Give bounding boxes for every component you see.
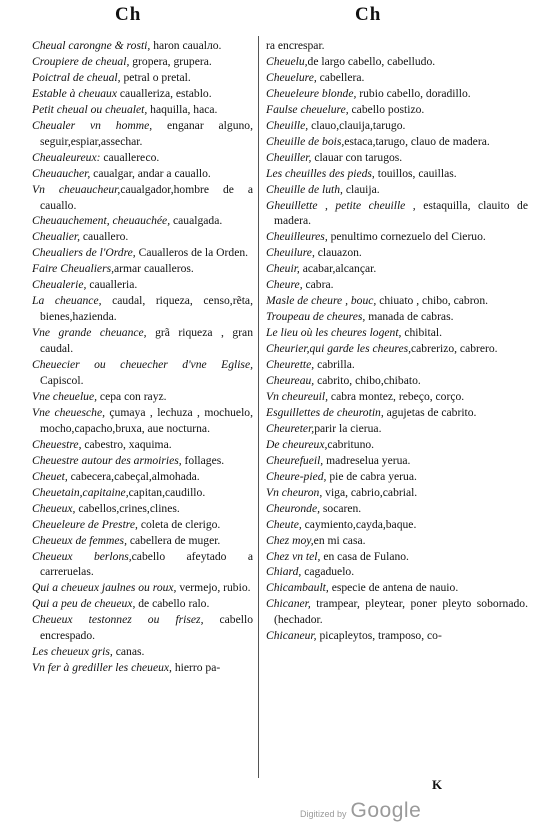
entry-definition: haron caualло.	[150, 39, 222, 52]
dictionary-entry	[32, 389, 253, 405]
entry-headword: Vne grande cheuance,	[32, 326, 147, 340]
dictionary-entry	[32, 86, 253, 102]
entry-definition: cabra montez, rebeço, corço.	[328, 389, 465, 403]
dictionary-entry	[266, 357, 528, 373]
entry-headword: Cheuille,	[266, 118, 309, 132]
entry-headword: Cheuestre,	[32, 437, 82, 451]
entry-definition: clauo,clauija,tarugo.	[308, 118, 406, 132]
entry-headword: Vn cheuaucheur,	[32, 182, 121, 196]
dictionary-entry	[266, 628, 528, 644]
digitized-watermark	[300, 799, 421, 823]
entry-definition: en casa de Fulano.	[320, 549, 409, 563]
entry-headword: Cheualer vn homme,	[32, 118, 153, 132]
dictionary-entry	[266, 421, 528, 437]
entry-definition: pie de cabra yerua.	[326, 469, 417, 483]
entry-headword: Cheueleure de Prestre,	[32, 517, 138, 531]
dictionary-entry	[32, 261, 253, 277]
entry-headword: Cheuecier ou cheuecher d'vne Eglise,	[32, 358, 253, 372]
entry-headword: Cheuetain,capitaine,	[32, 485, 129, 499]
dictionary-entry	[266, 325, 528, 341]
entry-headword: Les cheuilles des pieds,	[266, 166, 375, 180]
entry-headword: Esguillettes de cheurotin,	[266, 405, 384, 419]
dictionary-entry	[266, 198, 528, 230]
dictionary-entry	[266, 118, 528, 134]
entry-definition: ra encrespar.	[266, 39, 325, 52]
entry-definition: caualleriza, establo.	[117, 86, 212, 100]
dictionary-entry	[32, 325, 253, 357]
dictionary-entry	[32, 166, 253, 182]
entry-definition: madreselua yerua.	[323, 453, 411, 467]
entry-headword: Cheuiller,	[266, 150, 312, 164]
entry-headword: Cheuille de luth,	[266, 182, 343, 196]
dictionary-entry	[266, 293, 528, 309]
dictionary-entry	[32, 405, 253, 437]
running-head-right: Ch	[355, 4, 382, 25]
dictionary-entry	[32, 644, 253, 660]
entry-definition: en mi casa.	[313, 533, 366, 547]
dictionary-entry	[32, 54, 253, 70]
dictionary-entry	[266, 533, 528, 549]
dictionary-entry	[266, 389, 528, 405]
entry-headword: Poictral de cheual,	[32, 70, 121, 84]
entry-definition: clauazon.	[314, 246, 362, 260]
entry-definition: rubio cabello, doradillo.	[356, 86, 471, 100]
watermark-prefix: Digitized by	[300, 809, 347, 819]
entry-headword: Cheuilleures,	[266, 230, 328, 244]
entry-definition: viga, cabrio,cabrial.	[322, 485, 418, 499]
entry-headword: Cheueleure blonde,	[266, 86, 357, 100]
entry-headword: Cheuelure,	[266, 70, 317, 84]
entry-definition: cabellos,crines,clines.	[75, 501, 180, 515]
dictionary-entry	[266, 134, 528, 150]
entry-definition: cabrituno.	[327, 437, 375, 451]
entry-definition: caualgador,hombre de a cauallo.	[40, 182, 253, 212]
dictionary-entry	[266, 166, 528, 182]
dictionary-entry	[32, 437, 253, 453]
dictionary-entry	[266, 596, 528, 628]
entry-definition: parir la cierua.	[314, 421, 382, 435]
entry-definition: capitan,caudillo.	[128, 485, 206, 499]
dictionary-entry	[266, 453, 528, 469]
entry-headword: Cheual carongne & rosti,	[32, 39, 151, 52]
dictionary-entry	[32, 229, 253, 245]
entry-definition: caualleria.	[86, 278, 138, 292]
dictionary-entry	[32, 357, 253, 389]
entry-definition: cabra.	[302, 278, 334, 292]
dictionary-entry	[266, 261, 528, 277]
dictionary-entry	[266, 341, 528, 357]
entry-headword: Vne cheuelue,	[32, 389, 98, 403]
entry-headword: Vn cheuron,	[266, 485, 323, 499]
entry-headword: Le lieu où les cheures logent,	[266, 326, 402, 340]
entry-headword: Cheurier,qui garde les cheures,	[266, 342, 412, 356]
entry-headword: Cheualerie,	[32, 278, 87, 292]
entry-definition: caudal, riqueza, censo,rẽta, bienes,hazienda.	[40, 294, 253, 324]
entry-definition: cabecera,cabeçal,almohada.	[67, 469, 200, 483]
entry-definition: cabrerizo, cabrero.	[411, 342, 498, 356]
entry-definition: agujetas de cabrito.	[383, 405, 477, 419]
entry-definition: grã riqueza , gran caudal.	[40, 326, 253, 356]
entry-definition: cabellera de muger.	[126, 533, 221, 547]
dictionary-entry	[266, 373, 528, 389]
dictionary-entry	[32, 102, 253, 118]
entry-headword: Vne cheuesche,	[32, 405, 105, 419]
entry-headword: Chez vn tel,	[266, 549, 321, 563]
entry-headword: La cheuance,	[32, 294, 102, 308]
entry-headword: Cheueux,	[32, 501, 76, 515]
entry-headword: Masle de cheure , bouc,	[266, 294, 377, 308]
entry-definition: socaren.	[320, 501, 362, 515]
entry-definition: caualgar, andar a cauallo.	[90, 166, 211, 180]
right-column	[266, 38, 528, 644]
dictionary-entry	[266, 38, 528, 54]
entry-headword: De cheureux,	[266, 437, 328, 451]
dictionary-entry	[266, 150, 528, 166]
dictionary-entry	[266, 564, 528, 580]
signature-mark: K	[432, 777, 443, 792]
entry-definition: cabrilla.	[314, 358, 355, 372]
entry-definition: hierro pa-	[171, 661, 221, 675]
dictionary-entry	[32, 660, 253, 676]
entry-definition: especie de antena de nauio.	[328, 581, 459, 595]
entry-headword: Estable à cheuaux	[32, 86, 117, 100]
dictionary-entry	[266, 437, 528, 453]
dictionary-entry	[32, 38, 253, 54]
entry-definition: vermejo, rubio.	[176, 581, 251, 595]
entry-definition: acabar,alcançar.	[299, 262, 377, 276]
entry-definition: coleta de clerigo.	[137, 517, 221, 531]
dictionary-entry	[32, 549, 253, 581]
entry-definition: clauija.	[342, 182, 380, 196]
entry-headword: Gheuillette , petite cheuille ,	[266, 198, 416, 212]
dictionary-entry	[32, 580, 253, 596]
dictionary-entry	[32, 245, 253, 261]
entry-headword: Cheueux de femmes,	[32, 533, 127, 547]
dictionary-entry	[32, 453, 253, 469]
entry-definition: enganar alguno, seguir,espiar,assechar.	[40, 118, 253, 148]
entry-definition: estaquilla, clauito de madera.	[274, 198, 528, 228]
entry-headword: Cheuronde,	[266, 501, 320, 515]
entry-headword: Cheualeureux:	[32, 150, 101, 164]
entry-definition: armar caualleros.	[114, 262, 194, 276]
entry-definition: cabellera.	[316, 70, 365, 84]
column-divider	[258, 36, 259, 778]
entry-definition: clauar con tarugos.	[311, 150, 403, 164]
entry-headword: Chicambault,	[266, 581, 329, 595]
dictionary-entry	[32, 150, 253, 166]
dictionary-entry	[32, 469, 253, 485]
entry-headword: Cheueux berlons,	[32, 549, 132, 563]
entry-headword: Chiard,	[266, 565, 302, 579]
dictionary-entry	[266, 309, 528, 325]
entry-headword: Cheuelu,	[266, 54, 308, 68]
dictionary-entry	[266, 277, 528, 293]
entry-headword: Chez moy,	[266, 533, 314, 547]
entry-definition: de largo cabello, cabelludo.	[307, 54, 436, 68]
entry-headword: Cheueux testonnez ou frisez,	[32, 613, 204, 627]
entry-definition: touillos, cauillas.	[374, 166, 457, 180]
entry-headword: Cheure,	[266, 278, 303, 292]
dictionary-entry	[32, 277, 253, 293]
dictionary-entry	[266, 54, 528, 70]
dictionary-entry	[32, 517, 253, 533]
entry-definition: caualgada.	[170, 214, 223, 228]
dictionary-entry	[266, 86, 528, 102]
dictionary-entry	[266, 501, 528, 517]
entry-headword: Cheualiers de l'Ordre,	[32, 246, 136, 260]
entry-headword: Petit cheual ou cheualet,	[32, 102, 148, 116]
entry-definition: haquilla, haca.	[147, 102, 218, 116]
running-head-left: Ch	[115, 4, 142, 25]
entry-definition: Caualleros de la Orden.	[135, 246, 249, 260]
entry-headword: Cheuet,	[32, 469, 68, 483]
dictionary-entry	[266, 469, 528, 485]
dictionary-entry	[266, 517, 528, 533]
entry-headword: Cheuir,	[266, 262, 300, 276]
entry-definition: cabello afeytado a carreruelas.	[40, 549, 254, 579]
entry-definition: picapleytos, tramposo, co-	[316, 629, 442, 643]
entry-definition: cabestro, xaquima.	[81, 437, 172, 451]
dictionary-entry	[266, 485, 528, 501]
watermark-brand: Google	[350, 799, 422, 822]
entry-headword: Croupiere de cheual,	[32, 54, 130, 68]
dictionary-entry	[266, 182, 528, 198]
entry-headword: Cheureter,	[266, 421, 315, 435]
entry-headword: Cheureau,	[266, 374, 315, 388]
entry-definition: caymiento,cayda,baque.	[301, 517, 417, 531]
dictionary-entry	[266, 245, 528, 261]
entry-definition: chibital.	[401, 326, 443, 340]
entry-definition: cabello postizo.	[348, 102, 425, 116]
dictionary-entry	[266, 549, 528, 565]
entry-headword: Cheurefueil,	[266, 453, 324, 467]
entry-definition: estaca,tarugo, clauo de madera.	[344, 134, 490, 148]
entry-headword: Qui a cheueux jaulnes ou roux,	[32, 581, 177, 595]
entry-definition: cauallero.	[79, 230, 129, 244]
left-column	[32, 38, 253, 676]
entry-definition: Capiscol.	[40, 374, 84, 388]
dictionary-entry	[266, 580, 528, 596]
entry-headword: Chicaneur,	[266, 629, 317, 643]
entry-headword: Cheure-pied,	[266, 469, 327, 483]
entry-definition: cauallerесo.	[100, 150, 160, 164]
dictionary-entry	[32, 533, 253, 549]
entry-headword: Cheuestre autour des armoiries,	[32, 453, 182, 467]
dictionary-entry	[266, 70, 528, 86]
dictionary-entry	[266, 229, 528, 245]
entry-headword: Cheuille de bois,	[266, 134, 345, 148]
entry-headword: Les cheueux gris,	[32, 645, 113, 659]
entry-headword: Cheuauchement, cheuauchée,	[32, 214, 171, 228]
entry-headword: Cheute,	[266, 517, 302, 531]
entry-definition: trampear, pleytear, poner pleyto sobornado. (hechador.	[274, 597, 528, 627]
entry-definition: penultimo cornezuelo del Cieruo.	[327, 230, 486, 244]
entry-headword: Chicaner,	[266, 597, 311, 611]
entry-headword: Vn cheureuil,	[266, 389, 329, 403]
dictionary-entry	[32, 213, 253, 229]
entry-headword: Vn fer à grediller les cheueux,	[32, 661, 172, 675]
entry-definition: cabrito, chibo,chibato.	[314, 374, 421, 388]
entry-headword: Troupeau de cheures,	[266, 310, 366, 324]
entry-headword: Faire Cheualiers,	[32, 262, 115, 276]
entry-definition: cabello encrespado.	[40, 613, 253, 643]
entry-headword: Qui a peu de cheueux,	[32, 597, 136, 611]
entry-definition: manada de cabras.	[365, 310, 454, 324]
dictionary-entry	[32, 485, 253, 501]
dictionary-entry	[32, 293, 253, 325]
dictionary-entry	[266, 102, 528, 118]
dictionary-entry	[32, 612, 253, 644]
entry-definition: petral o pretal.	[120, 70, 191, 84]
entry-headword: Cheualier,	[32, 230, 80, 244]
entry-definition: follages.	[181, 453, 225, 467]
dictionary-entry	[32, 501, 253, 517]
entry-definition: cepa con rayz.	[97, 389, 167, 403]
dictionary-entry	[32, 70, 253, 86]
entry-definition: gropera, grupera.	[129, 54, 212, 68]
entry-definition: de cabello ralo.	[135, 597, 210, 611]
dictionary-entry	[266, 405, 528, 421]
entry-definition: canas.	[112, 645, 145, 659]
dictionary-entry	[32, 182, 253, 214]
entry-headword: Cheurette,	[266, 358, 315, 372]
dictionary-entry	[32, 118, 253, 150]
entry-headword: Cheuilure,	[266, 246, 315, 260]
entry-headword: Faulse cheuelure,	[266, 102, 349, 116]
entry-definition: çumaya , lechuza , mochuelo, mocho,capacho,bruxa, aue nocturna.	[40, 405, 253, 435]
entry-definition: cagaduelo.	[301, 565, 355, 579]
entry-headword: Cheuaucher,	[32, 166, 91, 180]
dictionary-entry	[32, 596, 253, 612]
entry-definition: chiuato , chibo, cabron.	[376, 294, 489, 308]
